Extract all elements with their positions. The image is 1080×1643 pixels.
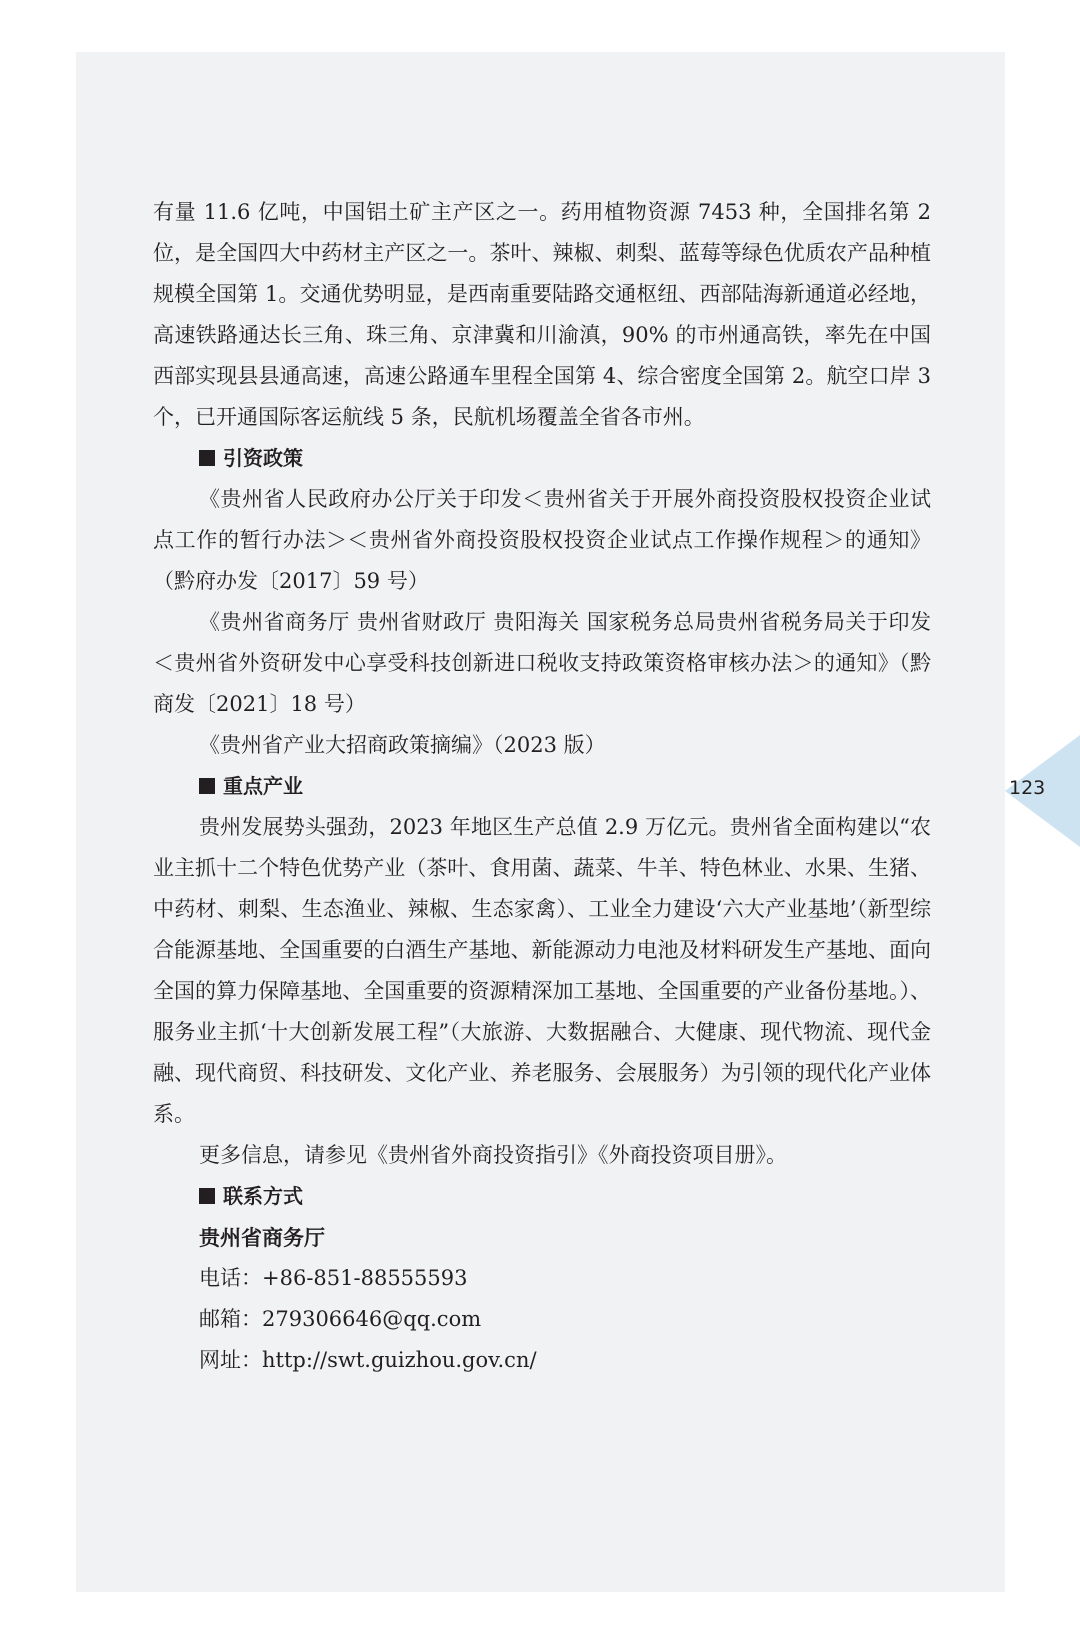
phone-value: +86-851-88555593 bbox=[262, 1266, 468, 1290]
section-heading-policy bbox=[153, 438, 931, 479]
policy-item: 《贵州省产业大招商政策摘编》（2023 版） bbox=[199, 733, 606, 757]
policy-item: 《贵州省人民政府办公厅关于印发＜贵州省关于开展外商投资股权投资企业试点工作的暂行办法＞＜贵州省外商投资股权投资企业试点工作操作规程＞的通知》（黔府办发〔2017〕59 号） bbox=[153, 487, 931, 593]
square-bullet-icon bbox=[199, 450, 215, 466]
page-number: 123 bbox=[1009, 777, 1046, 799]
document-page bbox=[76, 52, 1005, 1592]
page-number-tab bbox=[1005, 735, 1080, 847]
contact-phone bbox=[153, 1258, 931, 1299]
section-heading-contact bbox=[153, 1176, 931, 1217]
page-content bbox=[153, 192, 931, 1381]
section-title: 引资政策 bbox=[223, 446, 303, 470]
more-info-paragraph: 更多信息，请参见《贵州省外商投资指引》《外商投资项目册》。 bbox=[199, 1143, 787, 1167]
contact-web bbox=[153, 1340, 931, 1381]
web-label: 网址： bbox=[199, 1348, 262, 1372]
section-title: 重点产业 bbox=[223, 774, 303, 798]
contact-org: 贵州省商务厅 bbox=[199, 1225, 325, 1250]
section-title: 联系方式 bbox=[223, 1184, 303, 1208]
square-bullet-icon bbox=[199, 778, 215, 794]
intro-paragraph: 有量 11.6 亿吨，中国铝土矿主产区之一。药用植物资源 7453 种，全国排名第 2 位，是全国四大中药材主产区之一。茶叶、辣椒、刺梨、蓝莓等绿色优质农产品种植规模全国第 1。交通优势明显，是西南重要陆路交通枢纽、西部陆海新通道必经地，高速铁路通达长三角、珠三角、京津冀和川渝滇，90% 的市州通高铁，率先在中国西部实现县县通高速，高速公路通车里程全国第 4、综合密度全国第 2。航空口岸 3 个，已开通国际客运航线 5 条，民航机场覆盖全省各市州。 bbox=[153, 200, 931, 429]
industry-paragraph: 贵州发展势头强劲，2023 年地区生产总值 2.9 万亿元。贵州省全面构建以“农业主抓十二个特色优势产业（茶叶、食用菌、蔬菜、牛羊、特色林业、水果、生猪、中药材、刺梨、生态渔业、辣椒、生态家禽）、工业全力建设‘六大产业基地’（新型综合能源基地、全国重要的白酒生产基地、新能源动力电池及材料研发生产基地、面向全国的算力保障基地、全国重要的资源精深加工基地、全国重要的产业备份基地。）、服务业主抓‘十大创新发展工程”（大旅游、大数据融合、大健康、现代物流、现代金融、现代商贸、科技研发、文化产业、养老服务、会展服务）为引领的现代化产业体系。 bbox=[153, 815, 931, 1126]
email-value: 279306646@qq.com bbox=[262, 1307, 482, 1331]
phone-label: 电话： bbox=[199, 1266, 262, 1290]
section-heading-industry bbox=[153, 766, 931, 807]
email-label: 邮箱： bbox=[199, 1307, 262, 1331]
policy-item: 《贵州省商务厅 贵州省财政厅 贵阳海关 国家税务总局贵州省税务局关于印发＜贵州省外资研发中心享受科技创新进口税收支持政策资格审核办法＞的通知》（黔商发〔2021〕18 号） bbox=[153, 610, 931, 716]
contact-email bbox=[153, 1299, 931, 1340]
square-bullet-icon bbox=[199, 1188, 215, 1204]
web-link[interactable]: http://swt.guizhou.gov.cn/ bbox=[262, 1348, 537, 1372]
